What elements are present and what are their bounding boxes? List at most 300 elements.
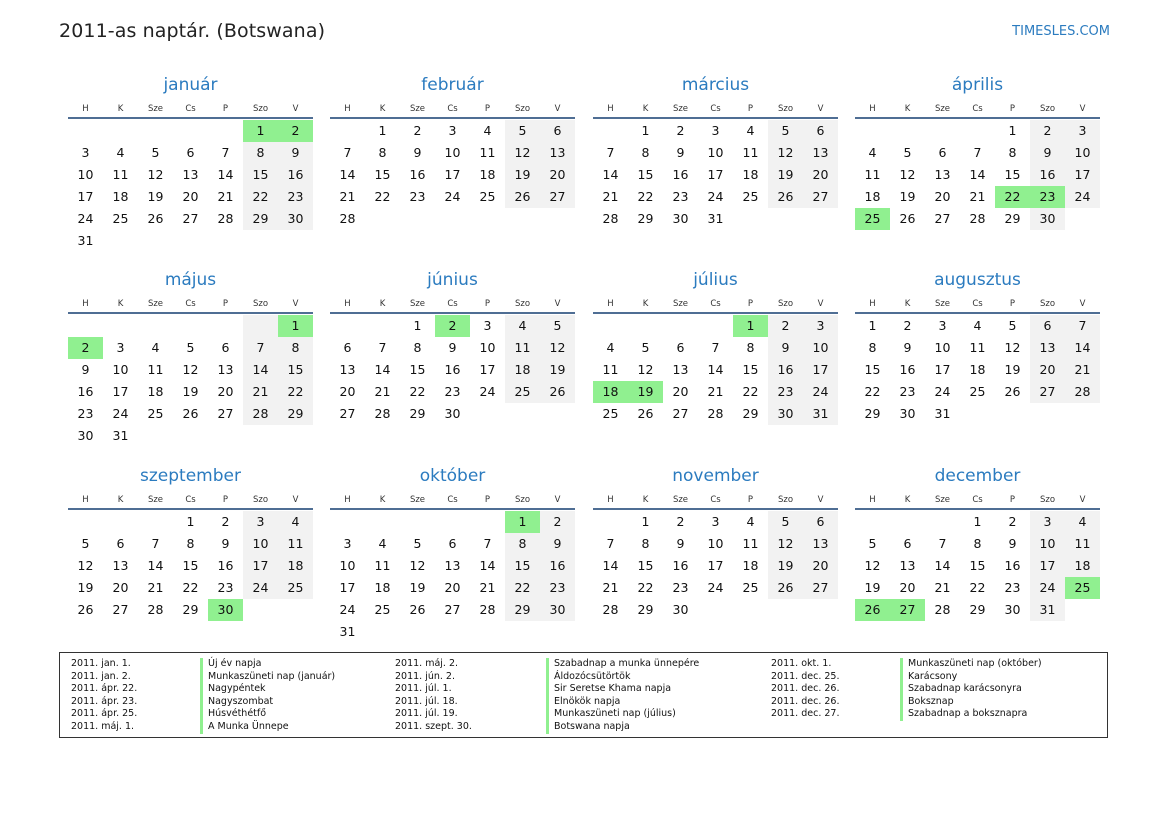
calendar-day: 14 bbox=[934, 558, 951, 573]
calendar-day: 3 bbox=[1065, 120, 1100, 142]
calendar-day: 17 bbox=[112, 384, 129, 399]
calendar-day: 15 bbox=[969, 558, 986, 573]
day-grid bbox=[68, 314, 313, 447]
day-grid bbox=[68, 119, 313, 252]
calendar-day: 9 bbox=[413, 145, 422, 160]
month-calendar bbox=[855, 73, 1100, 230]
legend-holiday-name: Munkaszüneti nap (január) bbox=[200, 671, 335, 684]
calendar-day: 13 bbox=[444, 558, 461, 573]
calendar-day: 9 bbox=[540, 533, 575, 555]
calendar-day: 31 bbox=[803, 403, 838, 425]
weekday-label: Szo bbox=[514, 299, 531, 309]
calendar-day: 16 bbox=[1030, 164, 1065, 186]
weekday-header bbox=[68, 488, 313, 508]
weekday-label: V bbox=[554, 495, 561, 505]
calendar-day: 10 bbox=[707, 536, 724, 551]
weekday-label: H bbox=[869, 495, 876, 505]
calendar-day: 26 bbox=[637, 406, 654, 421]
month-name: december bbox=[934, 466, 1021, 486]
calendar-day: 29 bbox=[637, 211, 654, 226]
legend-dates bbox=[71, 658, 137, 734]
day-grid bbox=[855, 119, 1100, 230]
empty-day bbox=[208, 120, 243, 142]
calendar-day: 28 bbox=[969, 211, 986, 226]
month-name: február bbox=[421, 75, 484, 95]
calendar-day: 19 bbox=[409, 580, 426, 595]
calendar-day: 17 bbox=[339, 580, 356, 595]
month-calendar bbox=[593, 268, 838, 425]
calendar-day: 13 bbox=[112, 558, 129, 573]
calendar-day: 4 bbox=[1065, 511, 1100, 533]
calendar-day: 1 bbox=[868, 318, 877, 333]
calendar-day: 10 bbox=[243, 533, 278, 555]
calendar-day: 24 bbox=[112, 406, 129, 421]
month-name: május bbox=[164, 270, 217, 290]
month-calendar bbox=[593, 464, 838, 621]
calendar-day: 25 bbox=[742, 189, 759, 204]
calendar-day: 11 bbox=[147, 362, 164, 377]
calendar-day: 25 bbox=[479, 189, 496, 204]
calendar-day: 24 bbox=[339, 602, 356, 617]
weekday-label: Szo bbox=[514, 104, 531, 114]
weekday-label: P bbox=[747, 299, 754, 309]
legend-date: 2011. ápr. 23. bbox=[71, 695, 138, 707]
month-name: november bbox=[672, 466, 759, 486]
calendar-day: 5 bbox=[81, 536, 90, 551]
empty-day bbox=[540, 621, 575, 643]
months-grid bbox=[68, 73, 1102, 653]
calendar-day: 27 bbox=[1030, 381, 1065, 403]
weekday-label: Szo bbox=[252, 495, 269, 505]
calendar-day: 11 bbox=[278, 533, 313, 555]
calendar-day: 29 bbox=[637, 602, 654, 617]
calendar-day: 7 bbox=[606, 536, 615, 551]
legend-holiday-name: Új év napja bbox=[200, 658, 335, 671]
calendar-day: 12 bbox=[899, 167, 916, 182]
day-grid bbox=[593, 119, 838, 230]
weekday-label: H bbox=[869, 104, 876, 114]
calendar-day: 2 bbox=[676, 123, 685, 138]
calendar-day: 15 bbox=[182, 558, 199, 573]
calendar-day: 5 bbox=[540, 315, 575, 337]
calendar-day: 30 bbox=[672, 211, 689, 226]
calendar-day: 18 bbox=[864, 189, 881, 204]
calendar-day: 24 bbox=[707, 189, 724, 204]
calendar-day: 10 bbox=[339, 558, 356, 573]
weekday-header bbox=[855, 292, 1100, 312]
legend-holiday-name: Elnökök napja bbox=[546, 696, 699, 709]
empty-day bbox=[890, 120, 925, 142]
calendar-day: 9 bbox=[676, 536, 685, 551]
calendar-day: 30 bbox=[1004, 602, 1021, 617]
calendar-day: 27 bbox=[182, 211, 199, 226]
calendar-day: 23 bbox=[444, 384, 461, 399]
legend-date: 2011. dec. 26. bbox=[771, 683, 840, 695]
calendar-day: 3 bbox=[448, 123, 457, 138]
weekday-label: Sze bbox=[409, 299, 426, 309]
calendar-day: 8 bbox=[378, 145, 387, 160]
day-grid bbox=[855, 314, 1100, 425]
calendar-day: 16 bbox=[1004, 558, 1021, 573]
empty-day bbox=[1030, 403, 1065, 425]
calendar-day: 22 bbox=[995, 186, 1030, 208]
calendar-day: 25 bbox=[147, 406, 164, 421]
empty-day bbox=[925, 120, 960, 142]
calendar-day: 20 bbox=[444, 580, 461, 595]
calendar-day: 4 bbox=[746, 123, 755, 138]
calendar-day: 2 bbox=[540, 511, 575, 533]
calendar-day: 3 bbox=[243, 511, 278, 533]
weekday-label: P bbox=[747, 495, 754, 505]
weekday-label: K bbox=[642, 104, 649, 114]
calendar-day: 4 bbox=[868, 145, 877, 160]
calendar-day: 17 bbox=[1030, 555, 1065, 577]
calendar-day: 23 bbox=[1030, 186, 1065, 208]
legend-holiday-name: Karácsony bbox=[900, 671, 1042, 684]
calendar-day: 28 bbox=[602, 211, 619, 226]
legend-holiday-name: Sir Seretse Khama napja bbox=[546, 683, 699, 696]
calendar-day: 2 bbox=[413, 123, 422, 138]
calendar-day: 17 bbox=[707, 558, 724, 573]
month-calendar bbox=[68, 73, 313, 252]
empty-day bbox=[365, 208, 400, 230]
weekday-label: Szo bbox=[777, 299, 794, 309]
empty-day bbox=[103, 315, 138, 337]
calendar-day: 10 bbox=[1065, 142, 1100, 164]
empty-day bbox=[278, 599, 313, 621]
calendar-day: 17 bbox=[444, 167, 461, 182]
calendar-day: 11 bbox=[742, 536, 759, 551]
empty-day bbox=[138, 230, 173, 252]
weekday-label: P bbox=[1009, 104, 1016, 114]
weekday-label: Sze bbox=[409, 495, 426, 505]
empty-day bbox=[960, 403, 995, 425]
legend-date: 2011. jan. 2. bbox=[71, 670, 131, 682]
empty-day bbox=[173, 425, 208, 447]
calendar-day: 15 bbox=[637, 558, 654, 573]
calendar-day: 9 bbox=[1030, 142, 1065, 164]
calendar-day: 7 bbox=[938, 536, 947, 551]
holiday-legend bbox=[59, 652, 1108, 738]
calendar-day: 23 bbox=[409, 189, 426, 204]
empty-day bbox=[243, 599, 278, 621]
weekday-label: Cs bbox=[710, 104, 721, 114]
calendar-day: 28 bbox=[602, 602, 619, 617]
calendar-day: 18 bbox=[147, 384, 164, 399]
weekday-label: V bbox=[292, 299, 299, 309]
calendar-day: 20 bbox=[217, 384, 234, 399]
calendar-day: 7 bbox=[343, 145, 352, 160]
calendar-day: 18 bbox=[1065, 555, 1100, 577]
calendar-day: 16 bbox=[77, 384, 94, 399]
calendar-day: 29 bbox=[243, 208, 278, 230]
month-name: július bbox=[693, 270, 738, 290]
calendar-day: 27 bbox=[112, 602, 129, 617]
calendar-day: 26 bbox=[540, 381, 575, 403]
weekday-label: Cs bbox=[447, 104, 458, 114]
calendar-day: 11 bbox=[1065, 533, 1100, 555]
calendar-day: 9 bbox=[676, 145, 685, 160]
weekday-label: Cs bbox=[710, 495, 721, 505]
calendar-day: 10 bbox=[112, 362, 129, 377]
calendar-day: 31 bbox=[707, 211, 724, 226]
weekday-label: P bbox=[1009, 299, 1016, 309]
calendar-day: 22 bbox=[969, 580, 986, 595]
calendar-day: 9 bbox=[903, 340, 912, 355]
calendar-day: 13 bbox=[540, 142, 575, 164]
legend-date: 2011. jún. 2. bbox=[395, 670, 456, 682]
calendar-day: 18 bbox=[742, 167, 759, 182]
calendar-day: 21 bbox=[479, 580, 496, 595]
weekday-label: Sze bbox=[672, 495, 689, 505]
empty-day bbox=[733, 599, 768, 621]
empty-day bbox=[365, 315, 400, 337]
calendar-day: 31 bbox=[339, 624, 356, 639]
empty-day bbox=[540, 403, 575, 425]
calendar-day: 16 bbox=[217, 558, 234, 573]
weekday-label: P bbox=[222, 299, 229, 309]
calendar-day: 8 bbox=[413, 340, 422, 355]
calendar-day: 10 bbox=[77, 167, 94, 182]
calendar-day: 5 bbox=[768, 511, 803, 533]
calendar-day: 20 bbox=[803, 164, 838, 186]
calendar-day: 26 bbox=[768, 577, 803, 599]
calendar-day: 27 bbox=[672, 406, 689, 421]
calendar-day: 15 bbox=[505, 555, 540, 577]
calendar-day: 7 bbox=[378, 340, 387, 355]
empty-day bbox=[103, 120, 138, 142]
calendar-day: 7 bbox=[1065, 315, 1100, 337]
calendar-day: 22 bbox=[374, 189, 391, 204]
empty-day bbox=[243, 315, 278, 337]
empty-day bbox=[278, 425, 313, 447]
empty-day bbox=[138, 511, 173, 533]
calendar-day: 6 bbox=[343, 340, 352, 355]
calendar-day: 25 bbox=[112, 211, 129, 226]
day-grid bbox=[330, 510, 575, 643]
calendar-day: 5 bbox=[1008, 318, 1017, 333]
calendar-day: 11 bbox=[479, 145, 496, 160]
calendar-day: 1 bbox=[641, 123, 650, 138]
calendar-day: 2 bbox=[903, 318, 912, 333]
empty-day bbox=[435, 511, 470, 533]
calendar-day: 1 bbox=[186, 514, 195, 529]
calendar-day: 30 bbox=[672, 602, 689, 617]
calendar-day: 4 bbox=[973, 318, 982, 333]
calendar-day: 7 bbox=[243, 337, 278, 359]
calendar-day: 7 bbox=[221, 145, 230, 160]
calendar-day: 12 bbox=[77, 558, 94, 573]
weekday-label: Szo bbox=[252, 299, 269, 309]
calendar-day: 20 bbox=[934, 189, 951, 204]
calendar-day: 30 bbox=[444, 406, 461, 421]
weekday-label: H bbox=[607, 299, 614, 309]
calendar-day: 26 bbox=[1004, 384, 1021, 399]
empty-day bbox=[68, 315, 103, 337]
brand-link[interactable]: TIMESLES.COM bbox=[1012, 24, 1110, 39]
legend-dates bbox=[395, 658, 472, 734]
calendar-day: 22 bbox=[278, 381, 313, 403]
calendar-day: 6 bbox=[676, 340, 685, 355]
calendar-day: 10 bbox=[479, 340, 496, 355]
empty-day bbox=[435, 621, 470, 643]
legend-holiday-name: Botswana napja bbox=[546, 721, 699, 734]
calendar-day: 1 bbox=[413, 318, 422, 333]
calendar-day: 14 bbox=[1065, 337, 1100, 359]
legend-date: 2011. ápr. 22. bbox=[71, 683, 138, 695]
calendar-day: 27 bbox=[444, 602, 461, 617]
calendar-day: 25 bbox=[505, 381, 540, 403]
calendar-day: 21 bbox=[1065, 359, 1100, 381]
calendar-day: 29 bbox=[1004, 211, 1021, 226]
calendar-day: 3 bbox=[116, 340, 125, 355]
calendar-day: 22 bbox=[243, 186, 278, 208]
month-calendar bbox=[330, 268, 575, 425]
empty-day bbox=[330, 120, 365, 142]
empty-day bbox=[208, 230, 243, 252]
calendar-day: 21 bbox=[602, 580, 619, 595]
page-title: 2011-as naptár. (Botswana) bbox=[59, 20, 326, 42]
weekday-header bbox=[330, 97, 575, 117]
calendar-day: 18 bbox=[479, 167, 496, 182]
calendar-day: 19 bbox=[628, 381, 663, 403]
weekday-label: Cs bbox=[185, 104, 196, 114]
calendar-day: 16 bbox=[899, 362, 916, 377]
calendar-day: 14 bbox=[217, 167, 234, 182]
weekday-label: H bbox=[344, 299, 351, 309]
legend-dates bbox=[771, 658, 839, 721]
calendar-day: 9 bbox=[768, 337, 803, 359]
calendar-day: 19 bbox=[768, 164, 803, 186]
calendar-day: 8 bbox=[868, 340, 877, 355]
calendar-day: 20 bbox=[672, 384, 689, 399]
calendar-day: 30 bbox=[77, 428, 94, 443]
weekday-label: Sze bbox=[672, 104, 689, 114]
weekday-label: V bbox=[817, 104, 824, 114]
empty-day bbox=[855, 511, 890, 533]
calendar-day: 8 bbox=[243, 142, 278, 164]
empty-day bbox=[470, 208, 505, 230]
weekday-header bbox=[593, 97, 838, 117]
calendar-day: 6 bbox=[803, 120, 838, 142]
weekday-label: V bbox=[1079, 299, 1086, 309]
calendar-day: 8 bbox=[641, 536, 650, 551]
calendar-day: 19 bbox=[77, 580, 94, 595]
calendar-day: 26 bbox=[147, 211, 164, 226]
empty-day bbox=[698, 599, 733, 621]
calendar-day: 23 bbox=[217, 580, 234, 595]
empty-day bbox=[470, 403, 505, 425]
weekday-label: Sze bbox=[934, 495, 951, 505]
calendar-day: 15 bbox=[278, 359, 313, 381]
calendar-day: 7 bbox=[606, 145, 615, 160]
weekday-label: Cs bbox=[972, 104, 983, 114]
calendar-day: 2 bbox=[1008, 514, 1017, 529]
empty-day bbox=[663, 315, 698, 337]
calendar-day: 28 bbox=[217, 211, 234, 226]
weekday-label: K bbox=[117, 104, 124, 114]
calendar-day: 11 bbox=[602, 362, 619, 377]
legend-date: 2011. júl. 19. bbox=[395, 708, 458, 720]
calendar-day: 30 bbox=[768, 403, 803, 425]
calendar-day: 2 bbox=[278, 120, 313, 142]
month-calendar bbox=[855, 268, 1100, 425]
empty-day bbox=[208, 425, 243, 447]
calendar-day: 17 bbox=[803, 359, 838, 381]
weekday-label: Cs bbox=[972, 495, 983, 505]
calendar-day: 12 bbox=[540, 337, 575, 359]
calendar-day: 28 bbox=[147, 602, 164, 617]
calendar-day: 28 bbox=[934, 602, 951, 617]
calendar-day: 22 bbox=[637, 580, 654, 595]
empty-day bbox=[138, 120, 173, 142]
calendar-day: 6 bbox=[221, 340, 230, 355]
calendar-day: 10 bbox=[803, 337, 838, 359]
month-calendar bbox=[855, 464, 1100, 621]
calendar-day: 27 bbox=[803, 186, 838, 208]
legend-date: 2011. júl. 18. bbox=[395, 695, 458, 707]
calendar-day: 29 bbox=[409, 406, 426, 421]
calendar-day: 2 bbox=[68, 337, 103, 359]
empty-day bbox=[103, 230, 138, 252]
weekday-label: P bbox=[484, 104, 491, 114]
calendar-day: 4 bbox=[483, 123, 492, 138]
calendar-day: 14 bbox=[602, 167, 619, 182]
calendar-day: 22 bbox=[864, 384, 881, 399]
empty-day bbox=[925, 511, 960, 533]
calendar-day: 2 bbox=[435, 315, 470, 337]
calendar-day: 17 bbox=[77, 189, 94, 204]
calendar-day: 13 bbox=[803, 142, 838, 164]
calendar-day: 11 bbox=[374, 558, 391, 573]
weekday-label: Sze bbox=[934, 299, 951, 309]
calendar-day: 25 bbox=[969, 384, 986, 399]
calendar-day: 8 bbox=[973, 536, 982, 551]
calendar-day: 20 bbox=[182, 189, 199, 204]
calendar-day: 3 bbox=[483, 318, 492, 333]
calendar-day: 14 bbox=[243, 359, 278, 381]
empty-day bbox=[365, 621, 400, 643]
calendar-day: 17 bbox=[1065, 164, 1100, 186]
calendar-day: 6 bbox=[938, 145, 947, 160]
weekday-label: Sze bbox=[147, 495, 164, 505]
calendar-day: 24 bbox=[479, 384, 496, 399]
calendar-day: 15 bbox=[374, 167, 391, 182]
weekday-label: P bbox=[222, 495, 229, 505]
day-grid bbox=[593, 314, 838, 425]
calendar-day: 3 bbox=[938, 318, 947, 333]
calendar-day: 16 bbox=[672, 167, 689, 182]
calendar-day: 5 bbox=[186, 340, 195, 355]
calendar-day: 14 bbox=[969, 167, 986, 182]
calendar-day: 20 bbox=[540, 164, 575, 186]
weekday-label: H bbox=[344, 495, 351, 505]
empty-day bbox=[103, 511, 138, 533]
calendar-day: 27 bbox=[803, 577, 838, 599]
calendar-day: 22 bbox=[182, 580, 199, 595]
empty-day bbox=[540, 208, 575, 230]
calendar-day: 19 bbox=[864, 580, 881, 595]
empty-day bbox=[278, 230, 313, 252]
empty-day bbox=[173, 315, 208, 337]
calendar-day: 17 bbox=[707, 167, 724, 182]
weekday-label: Szo bbox=[514, 495, 531, 505]
calendar-day: 6 bbox=[903, 536, 912, 551]
legend-holiday-name: Húsvéthétfő bbox=[200, 708, 335, 721]
legend-holiday-name: Szabadnap a boksznapra bbox=[900, 708, 1042, 721]
calendar-day: 4 bbox=[116, 145, 125, 160]
calendar-day: 24 bbox=[707, 580, 724, 595]
